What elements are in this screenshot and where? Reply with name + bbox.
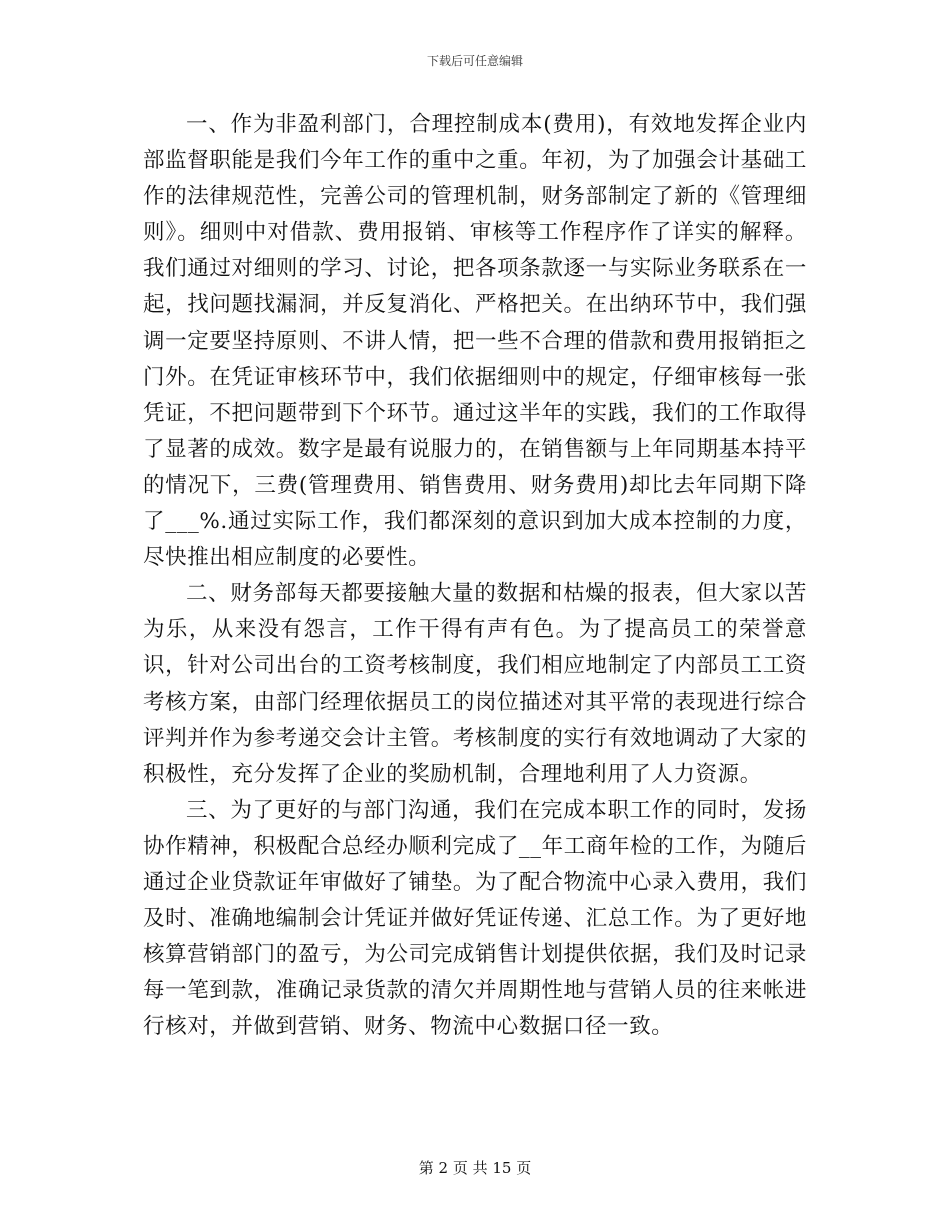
- page-number: 第 2 页 共 15 页: [418, 1159, 532, 1177]
- paragraph-1: 一、作为非盈利部门，合理控制成本(费用)，有效地发挥企业内部监督职能是我们今年工作的重中之重。年初，为了加强会计基础工作的法律规范性，完善公司的管理机制，财务部制定了新的《管理细则》。细则中对借款、费用报销、审核等工作程序作了详实的解释。我们通过对细则的学习、讨论，把各项条款逐一与实际业务联系在一起，找问题找漏洞，并反复消化、严格把关。在出纳环节中，我们强调一定要坚持原则、不讲人情，把一些不合理的借款和费用报销拒之门外。在凭证审核环节中，我们依据细则中的规定，仔细审核每一张凭证，不把问题带到下个环节。通过这半年的实践，我们的工作取得了显著的成效。数字是最有说服力的，在销售额与上年同期基本持平的情况下，三费(管理费用、销售费用、财务费用)却比去年同期下降了___%.通过实际工作，我们都深刻的意识到加大成本控制的力度，尽快推出相应制度的必要性。: [143, 112, 807, 571]
- paragraph-3: 三、为了更好的与部门沟通，我们在完成本职工作的同时，发扬协作精神，积极配合总经办顺利完成了__年工商年检的工作，为随后通过企业贷款证年审做好了铺垫。为了配合物流中心录入费用，我们及时、准确地编制会计凭证并做好凭证传递、汇总工作。为了更好地核算营销部门的盈亏，为公司完成销售计划提供依据，我们及时记录每一笔到款，准确记录货款的清欠并周期性地与营销人员的往来帐进行核对，并做到营销、财务、物流中心数据口径一致。: [143, 797, 807, 1040]
- document-body: [143, 107, 807, 1045]
- page-header-note: 下载后可任意编辑: [426, 54, 523, 68]
- paragraph-2: 二、财务部每天都要接触大量的数据和枯燥的报表，但大家以苦为乐，从来没有怨言，工作干得有声有色。为了提高员工的荣誉意识，针对公司出台的工资考核制度，我们相应地制定了内部员工工资考核方案，由部门经理依据员工的岗位描述对其平常的表现进行综合评判并作为参考递交会计主管。考核制度的实行有效地调动了大家的积极性，充分发挥了企业的奖励机制，合理地利用了人力资源。: [143, 581, 807, 787]
